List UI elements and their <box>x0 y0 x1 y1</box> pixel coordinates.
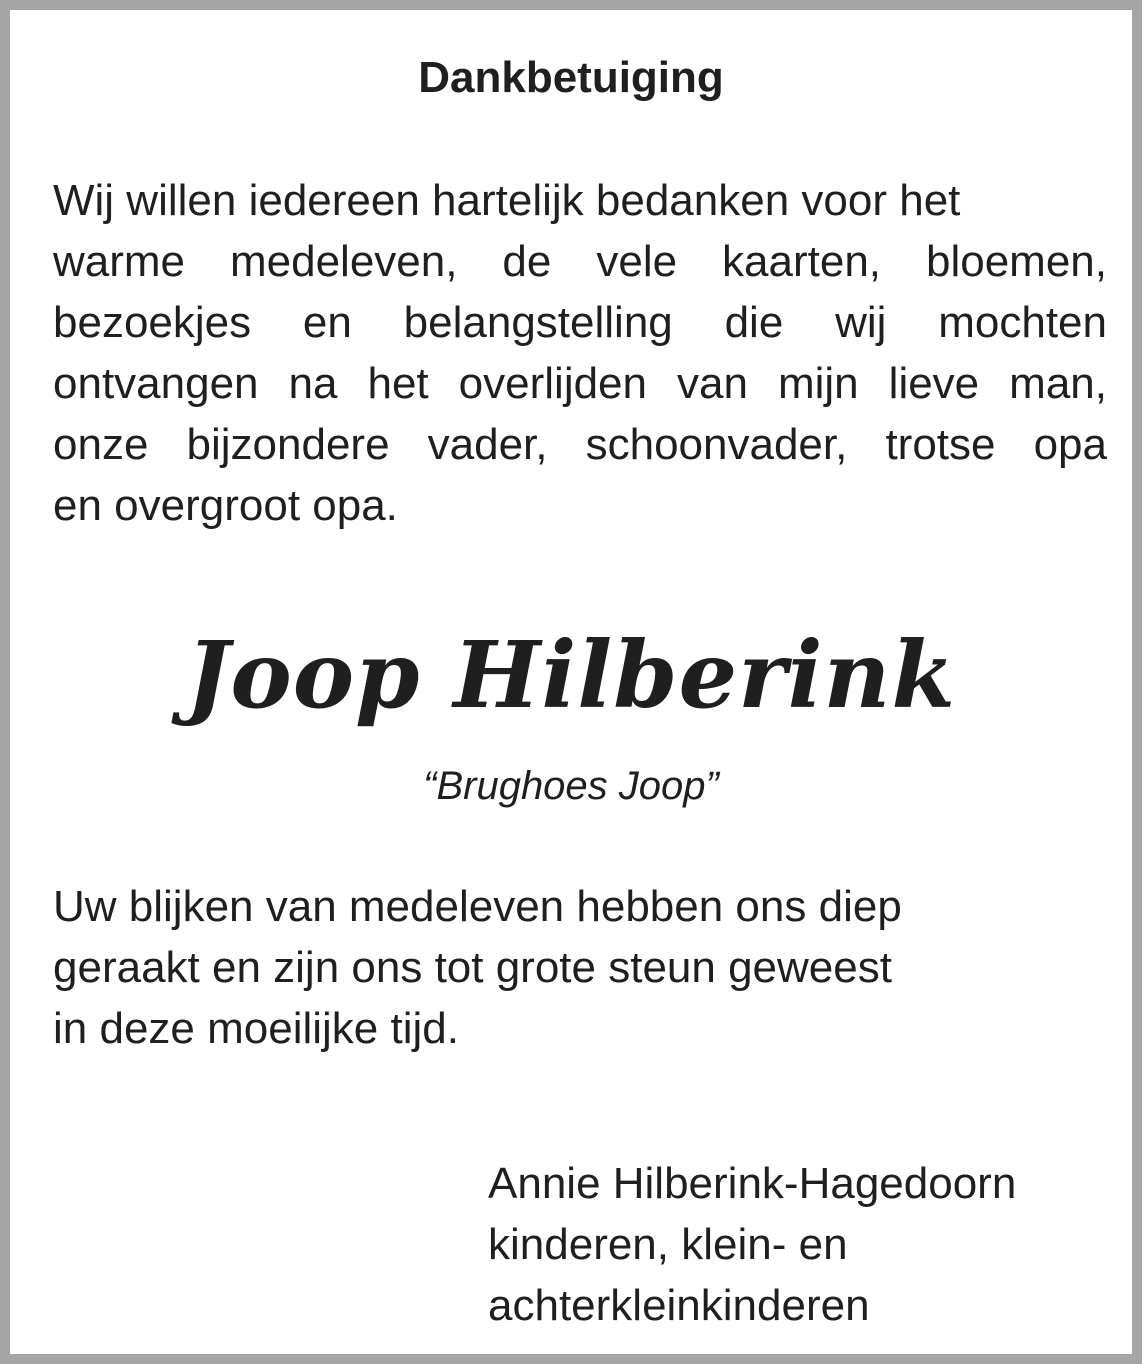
deceased-nickname: “Brughoes Joop” <box>423 764 719 808</box>
closing-line: in deze moeilijke tijd. <box>53 1004 459 1053</box>
intro-line: en overgroot opa. <box>53 481 398 530</box>
signature-line: Annie Hilberink-Hagedoorn <box>488 1159 1017 1208</box>
signature-block <box>488 1153 1016 1336</box>
notice-heading: Dankbetuiging <box>418 53 724 102</box>
intro-line: ontvangen na het overlijden van mijn lieve man, <box>53 359 1107 408</box>
intro-line: onze bijzondere vader, schoonvader, trotse opa <box>53 420 1107 469</box>
deceased-name: Joop Hilberink <box>185 621 957 729</box>
closing-line: geraakt en zijn ons tot grote steun geweest <box>53 943 892 992</box>
signature-line: achterkleinkinderen <box>488 1281 870 1330</box>
intro-paragraph <box>53 170 1107 536</box>
intro-line: Wij willen iedereen hartelijk bedanken voor het <box>53 176 961 225</box>
signature-line: kinderen, klein- en <box>488 1220 848 1269</box>
closing-paragraph <box>53 876 902 1059</box>
intro-line: warme medeleven, de vele kaarten, bloemen, <box>53 237 1107 286</box>
closing-line: Uw blijken van medeleven hebben ons diep <box>53 882 902 931</box>
intro-line: bezoekjes en belangstelling die wij mochten <box>53 298 1107 347</box>
